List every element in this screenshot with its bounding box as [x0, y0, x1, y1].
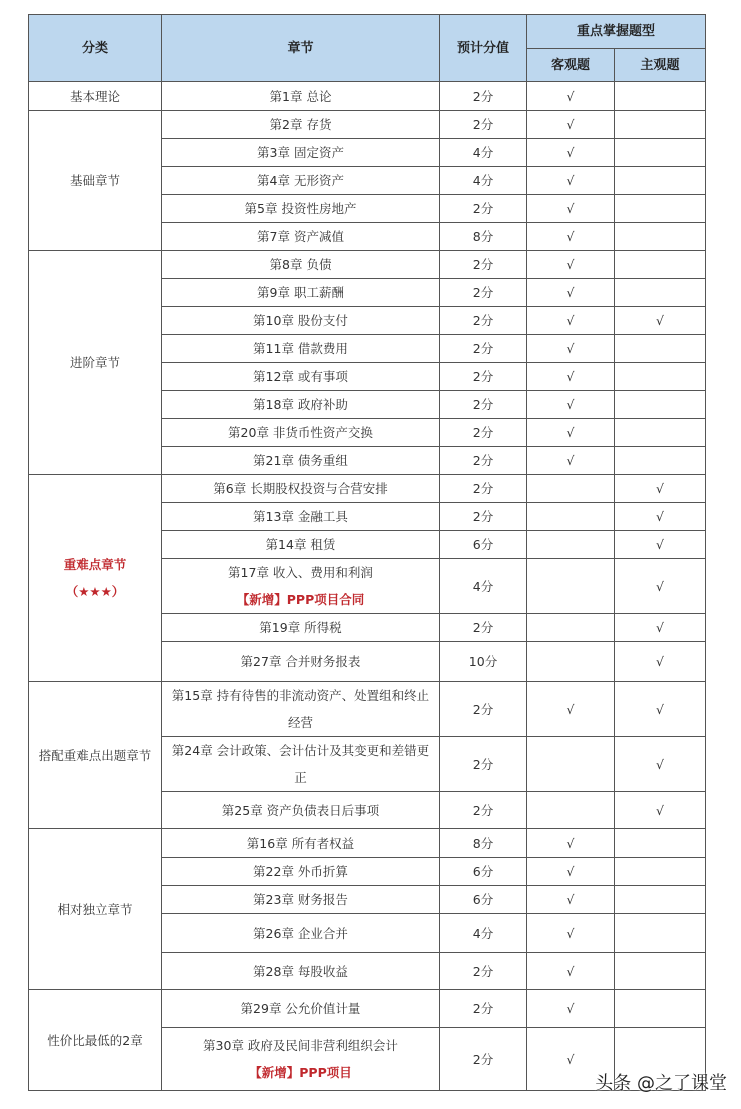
chapter-cell — [162, 642, 440, 682]
chapter-cell — [162, 391, 440, 419]
chapter-name: 第26章 企业合并 — [253, 925, 348, 941]
subjective-check — [615, 82, 706, 111]
chapter-table — [28, 14, 706, 1091]
category-name: 重难点章节 — [63, 557, 127, 572]
chapter-cell — [162, 1028, 440, 1091]
subjective-check — [615, 953, 706, 990]
score-cell: 6分 — [440, 858, 527, 886]
subjective-check — [615, 251, 706, 279]
chapter-cell — [162, 614, 440, 642]
subjective-check — [615, 167, 706, 195]
chapter-name: 第11章 借款费用 — [253, 341, 348, 356]
objective-check: √ — [527, 391, 615, 419]
subjective-check: √ — [615, 531, 706, 559]
category-cell — [29, 682, 162, 829]
category-cell — [29, 82, 162, 111]
table-row — [29, 475, 706, 503]
score-cell: 4分 — [440, 559, 527, 614]
chapter-name: 第9章 职工薪酬 — [257, 285, 344, 300]
subjective-check — [615, 419, 706, 447]
category-stars: （★★★） — [65, 584, 125, 599]
chapter-name: 第12章 或有事项 — [253, 369, 348, 384]
chapter-cell — [162, 195, 440, 223]
score-cell: 2分 — [440, 953, 527, 990]
chapter-name: 第7章 资产减值 — [257, 229, 344, 244]
category-name: 性价比最低的2章 — [47, 1032, 143, 1048]
subjective-check — [615, 829, 706, 858]
chapter-cell — [162, 953, 440, 990]
subjective-check — [615, 447, 706, 475]
chapter-cell — [162, 475, 440, 503]
score-cell: 2分 — [440, 737, 527, 792]
subjective-check — [615, 914, 706, 953]
category-cell — [29, 251, 162, 475]
score-cell: 2分 — [440, 447, 527, 475]
objective-check: √ — [527, 139, 615, 167]
objective-check: √ — [527, 251, 615, 279]
header-category: 分类 — [29, 15, 162, 82]
chapter-cell — [162, 335, 440, 363]
subjective-check — [615, 111, 706, 139]
category-cell — [29, 829, 162, 990]
category-name: 搭配重难点出题章节 — [38, 747, 152, 763]
table-row — [29, 829, 706, 858]
objective-check — [527, 614, 615, 642]
category-name: 基本理论 — [69, 88, 120, 104]
objective-check: √ — [527, 167, 615, 195]
objective-check — [527, 642, 615, 682]
chapter-name: 第10章 股份支付 — [253, 313, 348, 328]
objective-check: √ — [527, 419, 615, 447]
objective-check: √ — [527, 335, 615, 363]
score-cell: 8分 — [440, 223, 527, 251]
score-cell: 2分 — [440, 475, 527, 503]
chapter-cell — [162, 559, 440, 614]
score-cell: 4分 — [440, 167, 527, 195]
score-cell: 8分 — [440, 829, 527, 858]
table-row — [29, 82, 706, 111]
objective-check: √ — [527, 990, 615, 1028]
chapter-name: 第25章 资产负债表日后事项 — [221, 802, 380, 818]
objective-check: √ — [527, 886, 615, 914]
score-cell: 2分 — [440, 111, 527, 139]
chapter-cell — [162, 167, 440, 195]
objective-check: √ — [527, 223, 615, 251]
subjective-check — [615, 363, 706, 391]
category-cell — [29, 111, 162, 251]
subjective-check — [615, 391, 706, 419]
table-row — [29, 111, 706, 139]
score-cell: 10分 — [440, 642, 527, 682]
objective-check: √ — [527, 914, 615, 953]
objective-check: √ — [527, 82, 615, 111]
chapter-cell — [162, 914, 440, 953]
objective-check: √ — [527, 363, 615, 391]
watermark: 头条 @之了课堂 — [595, 1073, 727, 1094]
chapter-cell — [162, 307, 440, 335]
objective-check: √ — [527, 1028, 615, 1091]
chapter-name: 第17章 收入、费用和利润 — [228, 565, 373, 580]
chapter-name: 第23章 财务报告 — [253, 892, 348, 907]
objective-check — [527, 503, 615, 531]
subjective-check — [615, 139, 706, 167]
score-cell: 2分 — [440, 363, 527, 391]
subjective-check — [615, 335, 706, 363]
header-objective: 客观题 — [527, 49, 615, 82]
chapter-name: 第4章 无形资产 — [257, 173, 344, 188]
subjective-check: √ — [615, 642, 706, 682]
score-cell: 2分 — [440, 990, 527, 1028]
subjective-check — [615, 279, 706, 307]
chapter-name: 第2章 存货 — [269, 117, 332, 132]
category-name: 进阶章节 — [69, 355, 120, 370]
chapter-name: 第3章 固定资产 — [257, 145, 344, 160]
subjective-check — [615, 858, 706, 886]
score-cell: 2分 — [440, 82, 527, 111]
chapter-name: 第19章 所得税 — [259, 620, 342, 635]
objective-check: √ — [527, 307, 615, 335]
objective-check: √ — [527, 953, 615, 990]
score-cell: 2分 — [440, 195, 527, 223]
chapter-name: 第20章 非货币性资产交换 — [228, 425, 373, 440]
objective-check — [527, 475, 615, 503]
subjective-check: √ — [615, 614, 706, 642]
subjective-check: √ — [615, 792, 706, 829]
chapter-cell — [162, 251, 440, 279]
chapter-cell — [162, 279, 440, 307]
objective-check — [527, 559, 615, 614]
header-chapter: 章节 — [162, 15, 440, 82]
chapter-cell — [162, 531, 440, 559]
chapter-name: 第15章 持有待售的非流动资产、处置组和终止经营 — [171, 688, 430, 730]
category-name: 相对独立章节 — [57, 901, 133, 917]
chapter-name: 第30章 政府及民间非营利组织会计 — [203, 1038, 398, 1053]
score-cell: 2分 — [440, 682, 527, 737]
subjective-check — [615, 195, 706, 223]
score-cell: 6分 — [440, 531, 527, 559]
subjective-check: √ — [615, 503, 706, 531]
subjective-check: √ — [615, 559, 706, 614]
chapter-cell — [162, 223, 440, 251]
objective-check: √ — [527, 829, 615, 858]
chapter-cell — [162, 682, 440, 737]
new-badge: 【新增】PPP项目 — [249, 1065, 352, 1080]
category-cell — [29, 990, 162, 1091]
chapter-cell — [162, 990, 440, 1028]
chapter-cell — [162, 792, 440, 829]
chapter-name: 第29章 公允价值计量 — [240, 1001, 361, 1016]
header-score: 预计分值 — [440, 15, 527, 82]
chapter-cell — [162, 447, 440, 475]
chapter-cell — [162, 858, 440, 886]
score-cell: 2分 — [440, 391, 527, 419]
subjective-check — [615, 990, 706, 1028]
objective-check: √ — [527, 111, 615, 139]
chapter-name: 第1章 总论 — [269, 88, 332, 104]
chapter-name: 第24章 会计政策、会计估计及其变更和差错更正 — [171, 743, 430, 785]
objective-check — [527, 531, 615, 559]
chapter-name: 第6章 长期股权投资与合营安排 — [213, 481, 388, 496]
score-cell: 6分 — [440, 886, 527, 914]
chapter-cell — [162, 111, 440, 139]
subjective-check: √ — [615, 682, 706, 737]
header-focus: 重点掌握题型 — [527, 15, 706, 49]
chapter-cell — [162, 737, 440, 792]
score-cell: 4分 — [440, 914, 527, 953]
score-cell: 2分 — [440, 614, 527, 642]
subjective-check: √ — [615, 475, 706, 503]
chapter-cell — [162, 419, 440, 447]
chapter-cell — [162, 363, 440, 391]
objective-check — [527, 792, 615, 829]
score-cell: 2分 — [440, 503, 527, 531]
score-cell: 2分 — [440, 419, 527, 447]
score-cell: 2分 — [440, 1028, 527, 1091]
category-cell — [29, 475, 162, 682]
score-cell: 2分 — [440, 279, 527, 307]
objective-check: √ — [527, 858, 615, 886]
subjective-check: √ — [615, 737, 706, 792]
objective-check: √ — [527, 195, 615, 223]
chapter-name: 第27章 合并财务报表 — [240, 654, 361, 669]
chapter-name: 第13章 金融工具 — [253, 509, 348, 524]
score-cell: 2分 — [440, 251, 527, 279]
chapter-name: 第28章 每股收益 — [253, 963, 348, 979]
category-name: 基础章节 — [69, 173, 120, 188]
chapter-cell — [162, 503, 440, 531]
table-row — [29, 251, 706, 279]
objective-check: √ — [527, 279, 615, 307]
subjective-check: √ — [615, 307, 706, 335]
chapter-cell — [162, 886, 440, 914]
objective-check — [527, 737, 615, 792]
chapter-name: 第5章 投资性房地产 — [244, 201, 357, 216]
chapter-cell — [162, 139, 440, 167]
objective-check: √ — [527, 447, 615, 475]
score-cell: 4分 — [440, 139, 527, 167]
chapter-name: 第18章 政府补助 — [253, 397, 348, 412]
chapter-name: 第14章 租赁 — [265, 537, 336, 552]
objective-check: √ — [527, 682, 615, 737]
table-row — [29, 682, 706, 737]
score-cell: 2分 — [440, 792, 527, 829]
chapter-name: 第16章 所有者权益 — [246, 835, 355, 851]
chapter-name: 第8章 负债 — [269, 257, 332, 272]
new-badge: 【新增】PPP项目合同 — [236, 592, 365, 607]
chapter-cell — [162, 829, 440, 858]
score-cell: 2分 — [440, 307, 527, 335]
subjective-check — [615, 223, 706, 251]
header-subjective: 主观题 — [615, 49, 706, 82]
subjective-check — [615, 886, 706, 914]
chapter-name: 第21章 债务重组 — [253, 453, 348, 468]
table-row — [29, 990, 706, 1028]
chapter-name: 第22章 外币折算 — [253, 864, 348, 879]
chapter-cell — [162, 82, 440, 111]
score-cell: 2分 — [440, 335, 527, 363]
